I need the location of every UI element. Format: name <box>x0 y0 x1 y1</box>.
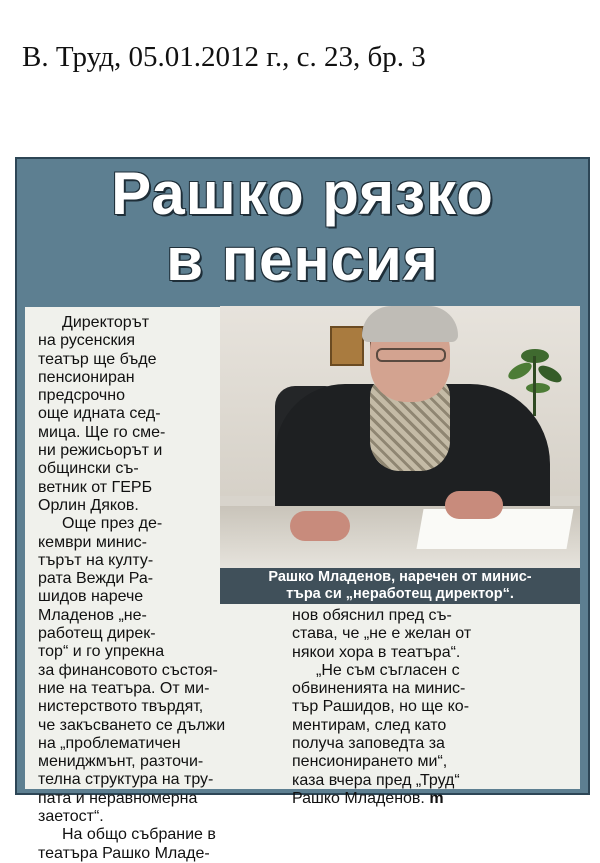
paragraph-5 <box>292 662 567 808</box>
text-line: общински съ- <box>38 460 139 478</box>
text-line: нистерството твърдят, <box>38 698 204 716</box>
text-line: рата Вежди Ра- <box>38 570 154 588</box>
text-line: получа заповедта за <box>292 735 445 753</box>
text-line: на „проблематичен <box>38 734 181 752</box>
text-line: ментирам, след като <box>292 716 447 734</box>
text-line: телна структура на тру- <box>38 771 214 789</box>
glasses <box>376 348 446 362</box>
text-line: заетост“. <box>38 808 104 826</box>
text-line: тър Рашидов, но ще ко- <box>292 698 470 716</box>
text-line: Орлин Дяков. <box>38 496 139 514</box>
text-line: ние на театъра. От ми- <box>38 679 210 697</box>
text-line: пата и неравномерна <box>38 789 198 807</box>
text-line: предсрочно <box>38 387 125 405</box>
right-hand <box>445 491 503 519</box>
person-hair <box>362 306 458 342</box>
text-line: за финансовото състоя- <box>38 661 218 679</box>
text-line: театър ще бъде <box>38 350 157 368</box>
text-line: шидов нарече <box>38 588 144 606</box>
text-line: още идната сед- <box>38 405 161 423</box>
text-line: става, че „не е желан от <box>292 625 472 643</box>
text-line: тор“ и го упрекна <box>38 643 165 661</box>
text-line: мениджмънт, разточи- <box>38 753 204 771</box>
left-hand <box>290 511 350 541</box>
text-line: пенсионирането ми“, <box>292 753 448 771</box>
text-line: обвиненията на минис- <box>292 680 466 698</box>
text-line: Още през де- <box>62 515 163 533</box>
portrait-photo <box>220 306 580 568</box>
paragraph-3 <box>38 826 278 863</box>
end-mark: m <box>424 789 444 807</box>
text-line: пенсиониран <box>38 368 135 386</box>
headline-line-2: в пенсия <box>166 226 439 293</box>
paragraph-4 <box>292 607 567 662</box>
text-line: Директорът <box>62 314 150 331</box>
text-line: работещ дирек- <box>38 625 156 643</box>
headline-line-1: Рашко рязко <box>111 160 494 227</box>
text-line: На общо събрание в <box>62 826 216 844</box>
text-line: Рашко Младенов. m <box>292 789 444 807</box>
wall-icon-painting <box>330 326 364 366</box>
text-line: каза вчера пред „Труд“ <box>292 771 460 789</box>
citation-header: В. Труд, 05.01.2012 г., с. 23, бр. 3 <box>22 41 426 73</box>
text-line: нов обяснил пред съ- <box>292 607 452 624</box>
photo-caption <box>220 568 580 604</box>
text-line: мица. Ще го сме- <box>38 423 166 441</box>
article-column-2 <box>292 607 567 808</box>
text-line: ни режисьорът и <box>38 442 163 460</box>
text-line: ветник от ГЕРБ <box>38 478 153 496</box>
text-line: на русенския <box>38 332 136 350</box>
text-line: „Не съм съгласен с <box>316 661 460 679</box>
caption-line-1: Рашко Младенов, наречен от минис- <box>268 569 532 585</box>
text-line: че закъсването се дължи <box>38 716 226 734</box>
text-line: театъра Рашко Младе- <box>38 844 210 862</box>
text-line: някои хора в театъра“. <box>292 643 461 661</box>
headline <box>15 161 590 293</box>
caption-line-2: търа си „неработещ директор“. <box>286 586 514 602</box>
text-line: кември минис- <box>38 533 147 551</box>
text-line: Младенов „не- <box>38 606 147 624</box>
text-line: търът на култу- <box>38 551 154 569</box>
